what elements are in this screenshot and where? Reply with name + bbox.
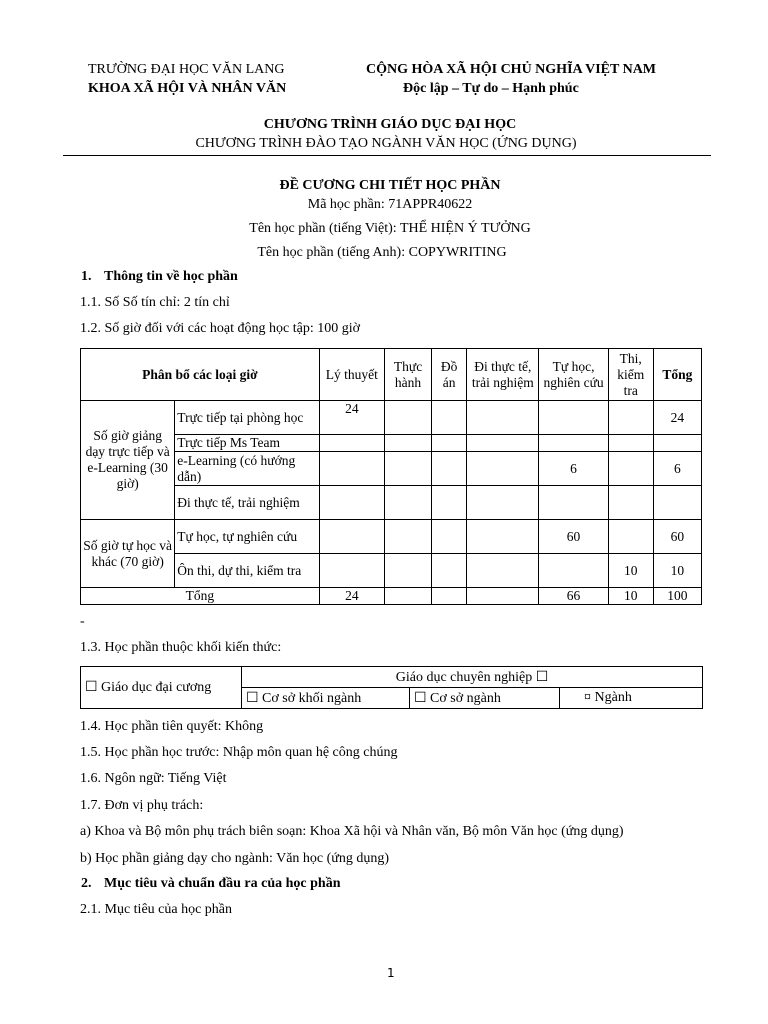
cell-self-study xyxy=(539,435,608,452)
table-header-row xyxy=(81,349,702,401)
table-row xyxy=(81,401,702,435)
cell-fieldwork xyxy=(467,401,539,435)
row-label: Trực tiếp tại phòng học xyxy=(175,401,319,435)
header-total: Tổng xyxy=(653,349,701,401)
cell-theory xyxy=(319,435,384,452)
course-name-vi: Tên học phần (tiếng Việt): THỂ HIỆN Ý TƯỞNG xyxy=(249,221,531,236)
header-fieldwork: Đi thực tế, trải nghiệm xyxy=(467,349,539,401)
cell-project xyxy=(432,554,467,588)
option-general-education[interactable]: ☐ Giáo dục đại cương xyxy=(81,667,242,709)
cell-practice xyxy=(384,452,431,486)
option-base-group[interactable]: ☐ Cơ sở khối ngành xyxy=(242,688,410,709)
header-divider xyxy=(63,155,711,156)
row-label: Tự học, tự nghiên cứu xyxy=(175,520,319,554)
cell-total: 60 xyxy=(653,520,701,554)
page-number: 1 xyxy=(387,966,395,980)
program-title: CHƯƠNG TRÌNH GIÁO DỤC ĐẠI HỌC xyxy=(263,117,517,132)
knowledge-block-table xyxy=(80,666,703,709)
cell-exam xyxy=(608,435,653,452)
syllabus-title: ĐỀ CƯƠNG CHI TIẾT HỌC PHẦN xyxy=(279,178,501,193)
cell-total: 24 xyxy=(653,401,701,435)
cell-theory xyxy=(319,452,384,486)
national-motto: CỘNG HÒA XÃ HỘI CHỦ NGHĨA VIỆT NAM xyxy=(366,62,657,77)
cell-self-study: 60 xyxy=(539,520,608,554)
header-allocation: Phân bổ các loại giờ xyxy=(81,349,320,401)
course-name-en: Tên học phần (tiếng Anh): COPYWRITING xyxy=(257,245,507,260)
header-project: Đồ án xyxy=(432,349,467,401)
item-1-4: 1.4. Học phần tiên quyết: Không xyxy=(80,719,264,734)
group-self-study-hours: Số giờ tự học và khác (70 giờ) xyxy=(81,520,175,588)
row-label: Trực tiếp Ms Team xyxy=(175,435,319,452)
total-exam: 10 xyxy=(608,588,653,605)
section-2-heading: Mục tiêu và chuẩn đầu ra của học phần xyxy=(104,876,341,891)
cell-fieldwork xyxy=(467,486,539,520)
total-fieldwork xyxy=(467,588,539,605)
dash-separator: - xyxy=(80,614,85,629)
cell-total xyxy=(653,486,701,520)
cell-theory xyxy=(319,486,384,520)
cell-total: 6 xyxy=(653,452,701,486)
total-label: Tổng xyxy=(81,588,320,605)
cell-self-study xyxy=(539,554,608,588)
cell-practice xyxy=(384,520,431,554)
faculty-name: KHOA XÃ HỘI VÀ NHÂN VĂN xyxy=(88,81,287,96)
cell-self-study: 6 xyxy=(539,452,608,486)
item-1-7a: a) Khoa và Bộ môn phụ trách biên soạn: Khoa Xã hội và Nhân văn, Bộ môn Văn học (ứng dụng) xyxy=(80,824,624,839)
cell-project xyxy=(432,486,467,520)
total-self-study: 66 xyxy=(539,588,608,605)
cell-self-study xyxy=(539,486,608,520)
cell-total: 10 xyxy=(653,554,701,588)
option-base-major[interactable]: ☐ Cơ sở ngành xyxy=(410,688,560,709)
item-1-6: 1.6. Ngôn ngữ: Tiếng Việt xyxy=(80,771,227,786)
row-label: e-Learning (có hướng dẫn) xyxy=(175,452,319,486)
cell-practice xyxy=(384,401,431,435)
total-practice xyxy=(384,588,431,605)
cell-self-study xyxy=(539,401,608,435)
total-project xyxy=(432,588,467,605)
header-practice: Thực hành xyxy=(384,349,431,401)
cell-project xyxy=(432,435,467,452)
total-theory: 24 xyxy=(319,588,384,605)
section-2-number: 2. xyxy=(81,876,92,891)
option-major[interactable]: ¤ Ngành xyxy=(560,688,703,709)
cell-fieldwork xyxy=(467,554,539,588)
row-label: Ôn thi, dự thi, kiểm tra xyxy=(175,554,319,588)
cell-project xyxy=(432,452,467,486)
header-exam: Thi, kiểm tra xyxy=(608,349,653,401)
cell-project xyxy=(432,401,467,435)
item-2-1: 2.1. Mục tiêu của học phần xyxy=(80,902,233,917)
section-1-number: 1. xyxy=(81,269,92,284)
item-1-2: 1.2. Số giờ đối với các hoạt động học tập: 100 giờ xyxy=(80,321,361,336)
cell-fieldwork xyxy=(467,520,539,554)
header-theory: Lý thuyết xyxy=(319,349,384,401)
item-1-7: 1.7. Đơn vị phụ trách: xyxy=(80,798,204,813)
item-1-1: 1.1. Số Số tín chỉ: 2 tín chỉ xyxy=(80,295,230,310)
program-subtitle: CHƯƠNG TRÌNH ĐÀO TẠO NGÀNH VĂN HỌC (ỨNG DỤNG) xyxy=(195,136,577,151)
header-self-study: Tự học, nghiên cứu xyxy=(539,349,608,401)
cell-practice xyxy=(384,554,431,588)
cell-exam xyxy=(608,401,653,435)
cell-theory xyxy=(319,520,384,554)
cell-practice xyxy=(384,435,431,452)
cell-exam: 10 xyxy=(608,554,653,588)
item-1-3: 1.3. Học phần thuộc khối kiến thức: xyxy=(80,640,282,655)
cell-theory: 24 xyxy=(319,401,384,435)
item-1-5: 1.5. Học phần học trước: Nhập môn quan hệ công chúng xyxy=(80,745,398,760)
item-1-7b: b) Học phần giảng dạy cho ngành: Văn học (ứng dụng) xyxy=(80,851,390,866)
table-row xyxy=(81,520,702,554)
cell-exam xyxy=(608,520,653,554)
total-all: 100 xyxy=(653,588,701,605)
course-code: Mã học phần: 71APPR40622 xyxy=(307,197,473,212)
cell-fieldwork xyxy=(467,452,539,486)
section-1-heading: Thông tin về học phần xyxy=(104,269,238,284)
group-teaching-hours: Số giờ giảng dạy trực tiếp và e-Learning (30 giờ) xyxy=(81,401,175,520)
cell-theory xyxy=(319,554,384,588)
national-slogan: Độc lập – Tự do – Hạnh phúc xyxy=(403,81,579,96)
cell-practice xyxy=(384,486,431,520)
row-label: Đi thực tế, trải nghiệm xyxy=(175,486,319,520)
cell-exam xyxy=(608,486,653,520)
university-name: TRƯỜNG ĐẠI HỌC VĂN LANG xyxy=(88,62,285,77)
cell-fieldwork xyxy=(467,435,539,452)
option-professional-education[interactable]: Giáo dục chuyên nghiệp ☐ xyxy=(242,667,703,688)
cell-total xyxy=(653,435,701,452)
table-total-row xyxy=(81,588,702,605)
cell-exam xyxy=(608,452,653,486)
hours-table xyxy=(80,348,702,605)
cell-project xyxy=(432,520,467,554)
